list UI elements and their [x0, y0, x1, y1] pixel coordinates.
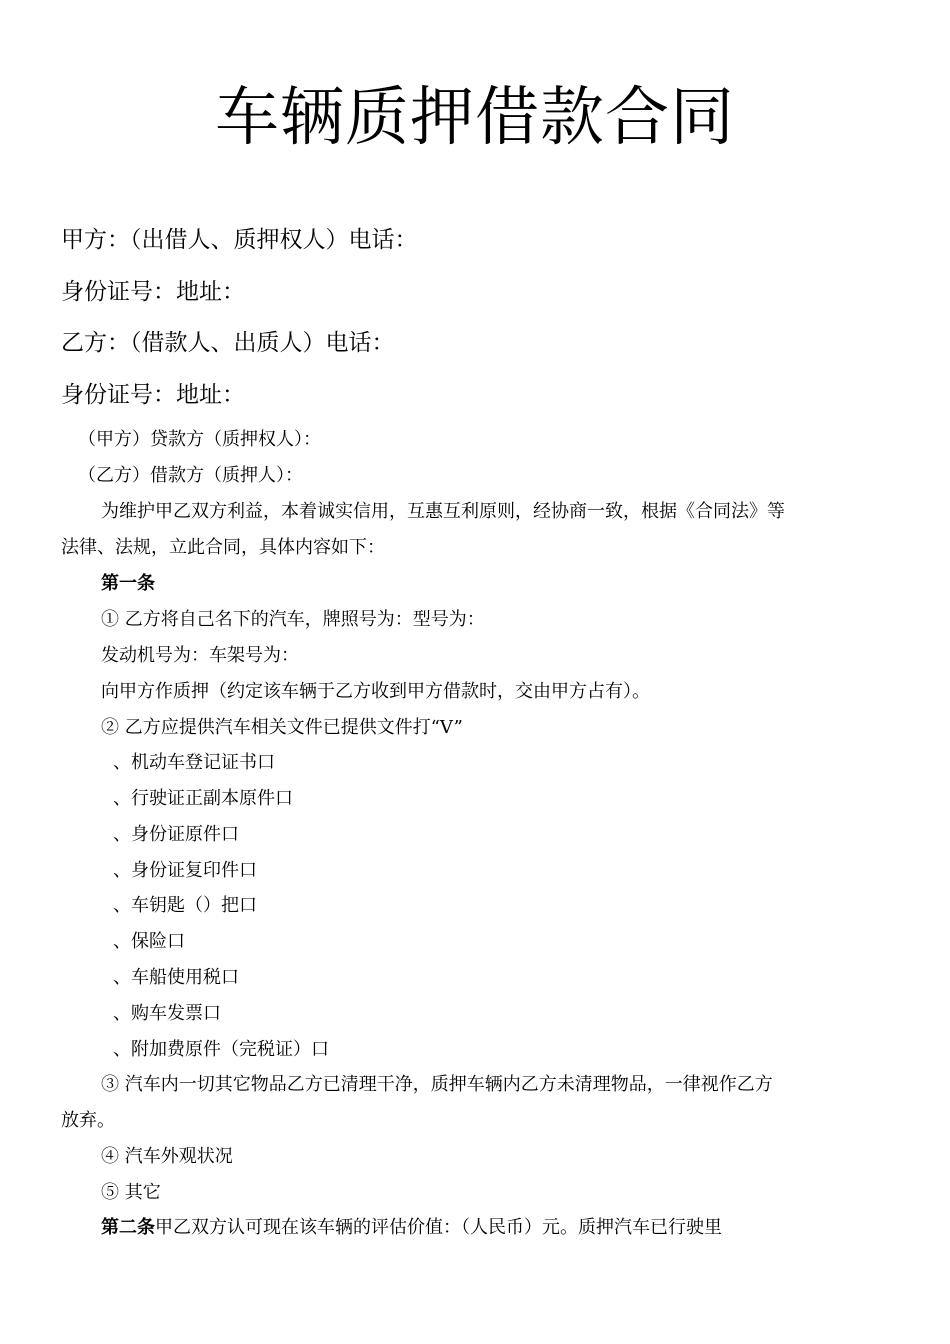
- article-1-item-1-line-2: 发动机号为：车架号为：: [101, 645, 299, 666]
- article-1-item-2-intro: ② 乙方应提供汽车相关文件已提供文件打“V”: [101, 717, 463, 738]
- article-1-heading: 第一条: [101, 573, 155, 594]
- article-1-item-3-line-2: 放弃。: [61, 1110, 115, 1131]
- document-item: 、附加费原件（完税证）口: [113, 1039, 329, 1060]
- role-borrower: （乙方）借款方（质押人）：: [78, 465, 303, 486]
- article-1-item-3-line-1: ③ 汽车内一切其它物品乙方已清理干净，质押车辆内乙方未清理物品，一律视作乙方: [101, 1074, 773, 1095]
- document-title: 车辆质押借款合同: [215, 81, 735, 155]
- party-b-line: 乙方：（借款人、出质人）电话：: [61, 330, 395, 356]
- document-item: 、行驶证正副本原件口: [113, 788, 293, 809]
- preamble-line-2: 法律、法规，立此合同，具体内容如下：: [61, 537, 385, 558]
- document-item: 、身份证原件口: [113, 824, 239, 845]
- article-1-item-1-line-1: ① 乙方将自己名下的汽车，牌照号为：型号为：: [101, 609, 485, 630]
- article-1-item-4: ④ 汽车外观状况: [101, 1146, 233, 1167]
- document-item: 、车钥匙（）把口: [113, 895, 257, 916]
- article-1-item-1-line-3: 向甲方作质押（约定该车辆于乙方收到甲方借款时，交由甲方占有）。: [101, 681, 650, 702]
- document-item: 、身份证复印件口: [113, 860, 257, 881]
- article-1-item-5: ⑤ 其它: [101, 1182, 161, 1203]
- document-item: 、购车发票口: [113, 1003, 221, 1024]
- party-a-line: 甲方：（出借人、质押权人）电话：: [61, 227, 418, 253]
- article-2-heading: 第二条: [101, 1217, 155, 1238]
- document-item: 、保险口: [113, 931, 185, 952]
- preamble-line-1: 为维护甲乙双方利益，本着诚实信用，互惠互利原则，经协商一致，根据《合同法》等: [101, 501, 785, 522]
- party-b-id-line: 身份证号：地址：: [61, 382, 245, 408]
- article-2-paragraph: [101, 1216, 722, 1240]
- article-2-text: 甲乙双方认可现在该车辆的评估价值：（人民币）元。质押汽车已行驶里: [155, 1217, 722, 1238]
- party-a-id-line: 身份证号：地址：: [61, 279, 245, 305]
- document-item: 、车船使用税口: [113, 967, 239, 988]
- role-lender: （甲方）贷款方（质押权人）：: [78, 429, 321, 450]
- document-item: 、机动车登记证书口: [113, 752, 275, 773]
